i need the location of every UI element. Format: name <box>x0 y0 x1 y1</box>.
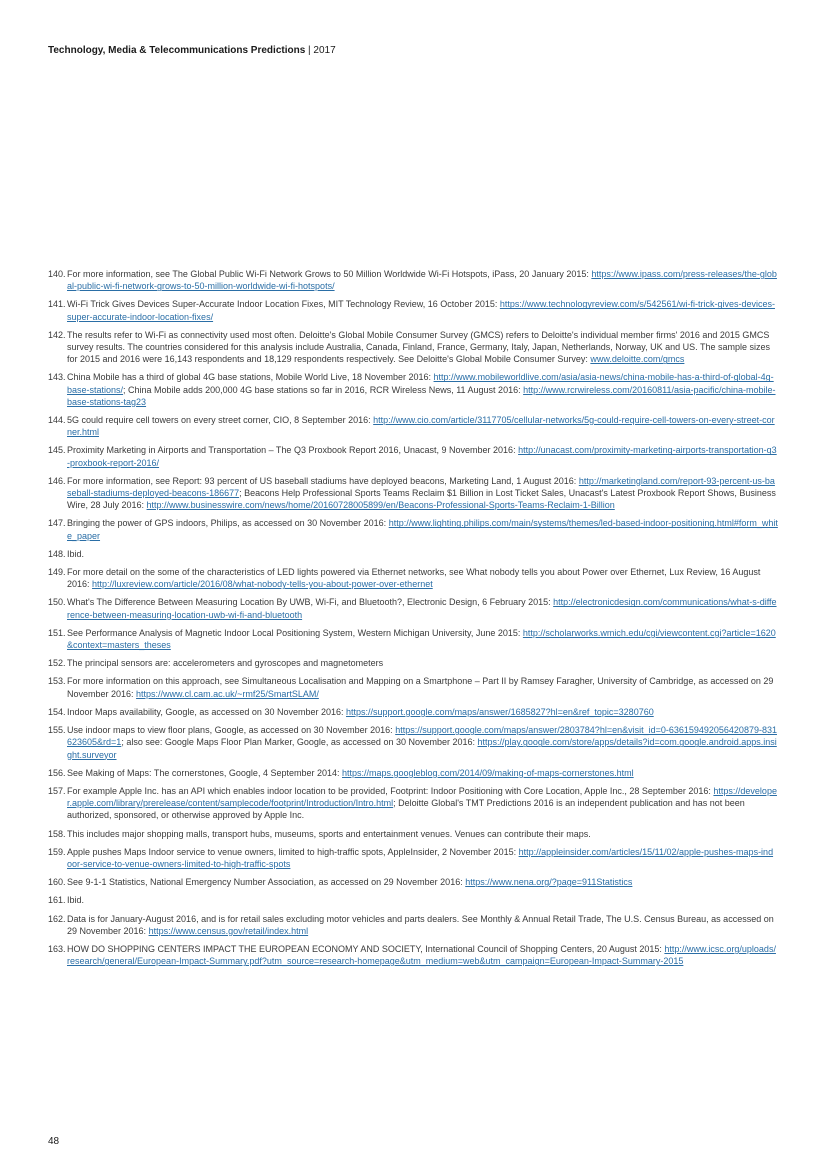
endnote-body <box>67 724 778 761</box>
endnote-link[interactable]: http://marketingland.com/report-93-percent-us-baseball-stadiums-deployed-beacons-186677 <box>67 475 775 499</box>
endnote-text: Indoor Maps availability, Google, as accessed on 30 November 2016: <box>67 706 346 717</box>
endnote-link[interactable]: http://unacast.com/proximity-marketing-airports-transportation-q3-proxbook-report-2016/ <box>67 445 777 468</box>
endnote-link[interactable]: http://www.rcrwireless.com/20160811/asia-pacific/china-mobile-base-stations-tag23 <box>67 384 776 407</box>
endnote-body <box>67 566 778 590</box>
endnote-item <box>48 767 778 779</box>
endnote-number: 162. <box>48 913 66 924</box>
endnote-text: For more information on this approach, see Simultaneous Localisation and Mapping on a Smartphone – Part II by Ramsey Faragher, University of Cambridge, as accessed on 29 November 2016: <box>67 676 774 699</box>
endnote-link[interactable]: https://support.google.com/maps/answer/1685827?hl=en&ref_topic=3280760 <box>346 706 654 717</box>
endnote-text: For example Apple Inc. has an API which enables indoor location to be provided, Footprint: Indoor Positioning with Core Location, Apple Inc., 28 September 2016: <box>67 785 714 796</box>
endnote-number: 145. <box>48 445 66 456</box>
endnote-link[interactable]: https://maps.googleblog.com/2014/09/making-of-maps-cornerstones.html <box>342 767 634 778</box>
endnote-item <box>48 657 778 669</box>
endnote-item <box>48 627 778 651</box>
report-title: Technology, Media & Telecommunications Predictions <box>48 45 306 56</box>
endnote-text: ; Beacons Help Professional Sports Teams Reclaim $1 Billion in Lost Ticket Sales, Unacast's Latest Proxbook Report Shows, Business Wire, 28 July 2016: <box>67 488 776 511</box>
endnote-body <box>67 894 778 906</box>
endnote-link[interactable]: https://www.nena.org/?page=911Statistics <box>465 877 633 888</box>
endnote-number: 143. <box>48 372 66 383</box>
endnote-text: This includes major shopping malls, transport hubs, museums, sports and entertainment venues. Venues can contribute their maps. <box>67 828 591 839</box>
endnote-number: 163. <box>48 943 66 954</box>
endnote-item <box>48 846 778 870</box>
endnote-body <box>67 414 778 438</box>
running-header <box>48 45 336 56</box>
endnote-item <box>48 444 778 468</box>
endnote-text: The results refer to Wi-Fi as connectivity used most often. Deloitte's Global Mobile Consumer Survey (GMCS) refers to Deloitte's individual member firms' 2016 and 2015 GMCS survey results. The countries considered for this analysis include Australia, Canada, Finland, France, Germany, Italy, Japan, Netherlands, Norway, UK and US. The sample sizes for 2015 and 2016 were 16,143 respondents and 18,129 respondents respectively. See Deloitte's Global Mobile Consumer Survey: <box>67 329 770 365</box>
endnote-body <box>67 846 778 870</box>
endnote-body <box>67 767 778 779</box>
endnote-text: Wi-Fi Trick Gives Devices Super-Accurate Indoor Location Fixes, MIT Technology Review, 16 October 2015: <box>67 299 500 310</box>
endnote-body <box>67 517 778 541</box>
endnote-number: 159. <box>48 846 66 857</box>
endnote-text: See Performance Analysis of Magnetic Indoor Local Positioning System, Western Michigan University, June 2015: <box>67 627 523 638</box>
endnote-number: 146. <box>48 475 66 486</box>
endnote-link[interactable]: http://www.mobileworldlive.com/asia/asia-news/china-mobile-has-a-third-of-global-4g-base-stations/ <box>67 372 774 395</box>
endnote-item <box>48 894 778 906</box>
endnote-link[interactable]: http://luxreview.com/article/2016/08/what-nobody-tells-you-about-power-over-ethernet <box>92 579 433 590</box>
endnote-body <box>67 444 778 468</box>
endnote-link[interactable]: http://appleinsider.com/articles/15/11/02/apple-pushes-maps-indoor-service-to-venue-owners-limited-to-high-traffic-spots <box>67 846 774 869</box>
endnote-item <box>48 298 778 322</box>
endnote-link[interactable]: http://scholarworks.wmich.edu/cgi/viewcontent.cgi?article=1620&context=masters_theses <box>67 627 776 651</box>
endnote-link[interactable]: http://www.lighting.philips.com/main/systems/themes/led-based-indoor-positioning.html#form_white_paper <box>67 518 778 541</box>
endnote-text: ; China Mobile adds 200,000 4G base stations so far in 2016, RCR Wireless News, 11 August 2016: <box>123 384 524 395</box>
endnote-body <box>67 548 778 560</box>
endnote-link[interactable]: www.deloitte.com/gmcs <box>590 354 685 365</box>
endnote-body <box>67 675 778 699</box>
endnote-link[interactable]: https://play.google.com/store/apps/details?id=com.google.android.apps.insight.surveyor <box>67 737 777 760</box>
endnote-body <box>67 329 778 366</box>
endnote-number: 147. <box>48 518 66 529</box>
endnote-item <box>48 596 778 620</box>
endnote-number: 160. <box>48 877 66 888</box>
endnote-item <box>48 548 778 560</box>
endnote-number: 157. <box>48 785 66 796</box>
endnote-item <box>48 566 778 590</box>
endnote-text: HOW DO SHOPPING CENTERS IMPACT THE EUROPEAN ECONOMY AND SOCIETY, International Council of Shopping Centers, 20 August 2015: <box>67 943 665 954</box>
endnote-number: 150. <box>48 597 66 608</box>
endnote-number: 140. <box>48 269 66 279</box>
endnote-text: Proximity Marketing in Airports and Transportation – The Q3 Proxbook Report 2016, Unacast, 9 November 2016: <box>67 445 519 456</box>
endnote-link[interactable]: https://www.cl.cam.ac.uk/~rmf25/SmartSLAM/ <box>136 688 319 699</box>
endnote-text: ; also see: Google Maps Floor Plan Marker, Google, as accessed on 30 November 2016: <box>121 737 478 748</box>
endnote-item <box>48 414 778 438</box>
endnote-number: 154. <box>48 706 66 717</box>
endnote-number: 152. <box>48 658 66 669</box>
endnote-text: For more information, see The Global Public Wi-Fi Network Grows to 50 Million Worldwide Wi-Fi Hotspots, iPass, 20 January 2015: <box>67 269 592 279</box>
endnote-body <box>67 943 778 967</box>
endnote-link[interactable]: https://www.ipass.com/press-releases/the-global-public-wi-fi-network-grows-to-50-million-worldwide-wi-fi-hotspots/ <box>67 269 777 292</box>
endnote-number: 144. <box>48 415 66 426</box>
endnote-number: 155. <box>48 725 66 736</box>
endnote-text: 5G could require cell towers on every street corner, CIO, 8 September 2016: <box>67 415 374 426</box>
endnote-item <box>48 876 778 888</box>
endnote-text: Data is for January-August 2016, and is for retail sales excluding motor vehicles and parts dealers. See Monthly & Annual Retail Trade, The U.S. Census Bureau, as accessed on 29 November 2016: <box>67 913 774 936</box>
endnote-link[interactable]: https://developer.apple.com/library/prerelease/content/samplecode/footprint/Introduction/Intro.html <box>67 785 777 809</box>
endnote-link[interactable]: http://www.businesswire.com/news/home/20160728005899/en/Beacons-Professional-Sports-Teams-Reclaim-1-Billion <box>146 500 615 511</box>
endnote-item <box>48 706 778 718</box>
endnote-body <box>67 475 778 512</box>
endnote-number: 151. <box>48 627 66 638</box>
endnote-link[interactable]: https://www.census.gov/retail/index.html <box>148 925 309 936</box>
endnote-text: China Mobile has a third of global 4G base stations, Mobile World Live, 18 November 2016: <box>67 372 434 383</box>
endnote-number: 156. <box>48 767 66 778</box>
endnote-number: 153. <box>48 676 66 687</box>
endnote-text: ; Deloitte Global's TMT Predictions 2016 is an independent publication and has not been authorized, sponsored, or otherwise approved by Apple Inc. <box>67 798 745 821</box>
page-number: 48 <box>48 1136 60 1147</box>
endnote-item <box>48 268 778 292</box>
endnote-text: Use indoor maps to view floor plans, Google, as accessed on 30 November 2016: <box>67 725 396 736</box>
endnote-item <box>48 943 778 967</box>
endnote-number: 161. <box>48 895 66 906</box>
endnotes-list <box>48 268 778 973</box>
endnote-body <box>67 268 778 292</box>
endnote-number: 148. <box>48 548 66 559</box>
endnote-number: 141. <box>48 299 66 310</box>
header-separator: | <box>305 45 314 56</box>
endnote-text: Ibid. <box>67 895 85 906</box>
endnote-text: See 9-1-1 Statistics, National Emergency Number Association, as accessed on 29 November 2016: <box>67 877 466 888</box>
endnote-link[interactable]: https://support.google.com/maps/answer/2803784?hl=en&visit_id=0-636159492056420879-831623605&rd=1 <box>67 725 777 748</box>
endnote-body <box>67 657 778 669</box>
endnote-link[interactable]: http://www.icsc.org/uploads/research/general/European-Impact-Summary.pdf?utm_source=research-homepage&utm_medium=web&utm_campaign=European-Impact-Summary-2015 <box>67 943 776 967</box>
endnote-link[interactable]: http://electronicdesign.com/communications/what-s-difference-between-measuring-location-uwb-wi-fi-and-bluetooth <box>67 597 777 620</box>
endnote-body <box>67 876 778 888</box>
endnote-text: See Making of Maps: The cornerstones, Google, 4 September 2014: <box>67 767 342 778</box>
endnote-body <box>67 785 778 822</box>
endnote-text: For more information, see Report: 93 percent of US baseball stadiums have deployed beacons, Marketing Land, 1 August 2016: <box>67 475 579 486</box>
endnote-number: 158. <box>48 828 66 839</box>
endnote-text: Apple pushes Maps Indoor service to venue owners, limited to high-traffic spots, AppleInsider, 2 November 2015: <box>67 846 519 857</box>
endnote-item <box>48 517 778 541</box>
report-year: 2017 <box>313 45 336 56</box>
endnote-text: What's The Difference Between Measuring Location By UWB, Wi-Fi, and Bluetooth?, Electronic Design, 6 February 2015: <box>67 597 554 608</box>
endnote-link[interactable]: https://www.technologyreview.com/s/542561/wi-fi-trick-gives-devices-super-accurate-indoor-location-fixes/ <box>67 299 775 322</box>
endnote-body <box>67 371 778 408</box>
endnote-item <box>48 913 778 937</box>
endnote-body <box>67 627 778 651</box>
endnote-text: For more detail on the some of the characteristics of LED lights powered via Ethernet networks, see What nobody tells you about Power over Ethernet, Lux Review, 16 August 2016: <box>67 567 761 590</box>
endnote-text: Bringing the power of GPS indoors, Philips, as accessed on 30 November 2016: <box>67 518 389 529</box>
endnote-number: 149. <box>48 567 66 578</box>
endnote-text: Ibid. <box>67 548 85 559</box>
endnote-body <box>67 706 778 718</box>
endnote-item <box>48 371 778 408</box>
endnote-item <box>48 675 778 699</box>
endnote-body <box>67 596 778 620</box>
endnote-item <box>48 329 778 366</box>
endnote-item <box>48 828 778 840</box>
endnote-item <box>48 475 778 512</box>
endnote-number: 142. <box>48 329 66 340</box>
endnote-text: The principal sensors are: accelerometers and gyroscopes and magnetometers <box>67 658 384 669</box>
endnote-item <box>48 724 778 761</box>
endnote-item <box>48 785 778 822</box>
endnote-body <box>67 828 778 840</box>
endnote-link[interactable]: http://www.cio.com/article/3117705/cellular-networks/5g-could-require-cell-towers-on-every-street-corner.html <box>67 415 775 438</box>
endnote-body <box>67 913 778 937</box>
endnote-body <box>67 298 778 322</box>
